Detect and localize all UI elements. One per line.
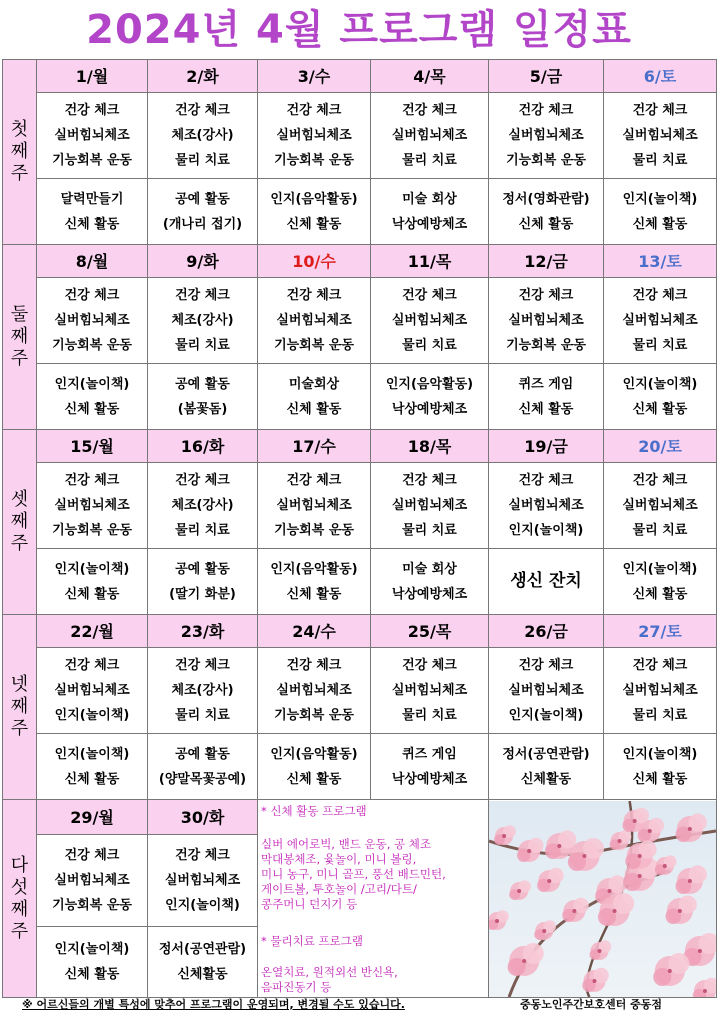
morning-cell [604,463,717,549]
week-label-char: 다 [10,854,29,876]
morning-cell [148,93,258,179]
afternoon-cell [371,734,489,800]
activity-line: 건강 체크 [64,288,120,303]
activity-line: 인지(놀이책) [54,561,130,577]
day-header: 2/화 [148,60,258,93]
activity-line: 신체 활동 [632,216,688,232]
activity-line: 정서(영화관람) [502,191,590,207]
morning-row [3,463,717,549]
activity-line: 공예 활동 [175,191,230,207]
activity-line: 실버힘뇌체조 [622,128,698,143]
activity-line: 물리 치료 [632,153,688,168]
activity-line: 신체 활동 [286,401,342,417]
activity-line: 기능회복 운동 [274,338,354,353]
week-label [3,245,37,430]
activity-line: 실버힘뇌체조 [508,313,584,328]
activity-line: 실버힘뇌체조 [164,873,241,889]
activity-line: 물리 치료 [175,338,230,353]
activity-line: 물리 치료 [402,523,457,538]
cherry-blossom-image [489,801,716,997]
activity-line: 인지(음악활동) [385,376,474,392]
activity-line: 건강 체크 [175,288,230,303]
morning-cell [489,93,604,179]
activity-line: 미술회상 [288,376,340,392]
activity-line: 건강 체크 [175,848,230,864]
afternoon-cell [489,179,604,245]
activity-line: 퀴즈 게임 [402,746,457,762]
activity-line: 체조(강사) [171,313,234,328]
afternoon-cell [258,364,371,430]
week-label-char: 째 [10,511,29,532]
activity-line: 인지(놀이책) [622,376,698,392]
schedule-table [2,59,717,998]
activity-line: 신체 활동 [518,216,574,232]
activity-line: 인지(놀이책) [54,376,130,392]
week-label-char: 주 [10,920,29,942]
activity-line: 기능회복 운동 [52,523,132,538]
physical-activity-line: 막대봉체조, 윷놀이, 미니 볼링, [261,852,417,866]
morning-cell [148,463,258,549]
activity-line: (봄꽃돔) [177,401,228,417]
activity-line: 신체 활동 [64,216,120,232]
afternoon-row [3,179,717,245]
activity-line: 실버힘뇌체조 [391,498,468,513]
week-header-row [3,615,717,648]
day-header: 10/수 [258,245,371,278]
activity-line: 건강 체크 [402,288,457,303]
activity-line: 인지(놀이책) [622,746,698,762]
activity-line: 실버힘뇌체조 [276,683,352,698]
afternoon-cell [148,364,258,430]
activity-line: 실버힘뇌체조 [276,313,352,328]
activity-line: 물리 치료 [175,708,230,723]
activity-line: 인지(놀이책) [54,746,130,762]
day-header: 9/화 [148,245,258,278]
activity-line: 신체활동 [520,771,572,787]
day-header: 20/토 [604,430,717,463]
activity-line: 신체 활동 [632,401,688,417]
week-label-char: 주 [10,348,29,369]
activity-line: 인지(음악활동) [270,561,358,577]
activity-line: 실버힘뇌체조 [622,498,698,513]
therapy-line: 음파진동기 등 [261,980,332,994]
activity-line: 공예 활동 [175,746,230,762]
morning-cell [37,463,148,549]
morning-cell [489,463,604,549]
activity-line: 물리 치료 [632,523,688,538]
activity-line: 낙상예방체조 [391,216,468,232]
week-label-char: 째 [10,898,29,920]
activity-line: 물리 치료 [175,523,230,538]
morning-cell [37,835,148,927]
afternoon-row [3,734,717,800]
activity-line: 건강 체크 [402,658,457,673]
afternoon-cell [148,549,258,615]
activity-line: 기능회복 운동 [506,338,586,353]
activity-line: 인지(놀이책) [622,191,698,207]
day-header: 25/목 [371,615,489,648]
afternoon-cell [148,734,258,800]
activity-line: 실버힘뇌체조 [54,498,130,513]
activity-line: 신체 활동 [632,586,688,602]
activity-line: 낙상예방체조 [391,401,468,417]
physical-activity-line: 게이트볼, 투호놀이 /고리/다트/ [261,882,417,896]
week-label-text [3,674,36,740]
activity-line: 체조(강사) [171,683,234,698]
morning-cell [371,648,489,734]
week-label-char: 첫 [10,119,29,140]
activity-line: 신체 활동 [632,771,688,787]
activity-line: 건강 체크 [402,103,457,118]
morning-cell [148,835,258,927]
morning-cell [37,648,148,734]
morning-cell [148,278,258,364]
program-notes [258,800,489,998]
day-header: 27/토 [604,615,717,648]
activity-line: 생신 잔치 [510,571,582,591]
activity-line: 기능회복 운동 [274,523,354,538]
activity-line: 정서(공연관람) [158,942,247,958]
afternoon-row [3,549,717,615]
week-label-char: 주 [10,533,29,554]
week-label [3,430,37,615]
week-header-row [3,245,717,278]
morning-row [3,278,717,364]
day-header: 26/금 [489,615,604,648]
activity-line: 실버힘뇌체조 [54,683,130,698]
activity-line: 기능회복 운동 [274,153,354,168]
afternoon-cell [37,927,148,998]
activity-line: 건강 체크 [286,103,342,118]
afternoon-cell [371,549,489,615]
week-label-char: 섯 [10,876,29,898]
day-header: 16/화 [148,430,258,463]
activity-line: 인지(놀이책) [165,898,240,914]
activity-line: 건강 체크 [632,658,688,673]
activity-line: 실버힘뇌체조 [391,313,468,328]
afternoon-cell [604,549,717,615]
activity-line: 건강 체크 [286,658,342,673]
day-header: 12/금 [489,245,604,278]
physical-activity-line: 실버 에어로빅, 밴드 운동, 공 체조 [261,837,432,851]
day-header: 8/월 [37,245,148,278]
activity-line: 기능회복 운동 [52,338,132,353]
day-header: 17/수 [258,430,371,463]
activity-line: 인지(놀이책) [508,523,584,538]
activity-line: 신체 활동 [64,586,120,602]
activity-line: 인지(음악활동) [270,746,358,762]
activity-line: 실버힘뇌체조 [276,498,352,513]
morning-row [3,93,717,179]
week-label [3,60,37,245]
activity-line: 건강 체크 [175,103,230,118]
activity-line: 신체활동 [177,967,228,983]
activity-line: 인지(놀이책) [54,942,130,958]
day-header: 22/월 [37,615,148,648]
activity-line: (양말목꽃공예) [158,771,247,787]
week-label-text [3,119,36,185]
morning-cell [371,93,489,179]
activity-line: 실버힘뇌체조 [508,128,584,143]
afternoon-cell [604,734,717,800]
morning-cell [258,648,371,734]
day-header: 3/수 [258,60,371,93]
activity-line: 인지(음악활동) [270,191,358,207]
activity-line: 기능회복 운동 [52,153,132,168]
morning-cell [489,278,604,364]
week-header-row [3,800,717,835]
activity-line: 건강 체크 [64,103,120,118]
activity-line: 건강 체크 [175,473,230,488]
activity-line: 실버힘뇌체조 [622,313,698,328]
activity-line: 신체 활동 [286,586,342,602]
physical-activity-heading: * 신체 활동 프로그램 [261,804,367,818]
activity-line: 건강 체크 [518,473,574,488]
week-label-char: 째 [10,326,29,347]
activity-line: 공예 활동 [175,376,230,392]
activity-line: 낙상예방체조 [391,586,468,602]
center-name: 중동노인주간보호센터 중동점 [520,998,662,1011]
afternoon-cell [489,549,604,615]
activity-line: 건강 체크 [286,473,342,488]
activity-line: 신체 활동 [64,771,120,787]
cherry-blossom-photo [489,800,717,998]
afternoon-cell [258,734,371,800]
day-header: 4/목 [371,60,489,93]
activity-line: 실버힘뇌체조 [508,683,584,698]
afternoon-cell [371,364,489,430]
afternoon-cell [371,179,489,245]
morning-cell [371,463,489,549]
activity-line: 건강 체크 [518,103,574,118]
afternoon-cell [37,364,148,430]
activity-line: 미술 회상 [402,191,457,207]
activity-line: 물리 치료 [402,708,457,723]
activity-line: 기능회복 운동 [52,898,132,914]
activity-line: 신체 활동 [518,401,574,417]
week-label-char: 둘 [10,304,29,325]
week-label-text [3,855,36,943]
afternoon-cell [37,549,148,615]
activity-line: 공예 활동 [175,561,230,577]
afternoon-cell [148,179,258,245]
activity-line: 실버힘뇌체조 [54,313,130,328]
morning-cell [148,648,258,734]
activity-line: 실버힘뇌체조 [391,683,468,698]
morning-cell [604,93,717,179]
activity-line: (개나리 접기) [162,216,243,232]
activity-line: 건강 체크 [632,103,688,118]
afternoon-cell [258,179,371,245]
activity-line: 낙상예방체조 [391,771,468,787]
therapy-line: 온열치료, 원적외선 반신욕, [261,965,398,979]
week-header-row [3,60,717,93]
activity-line: (딸기 화분) [169,586,236,602]
activity-line: 퀴즈 게임 [518,376,574,392]
activity-line: 신체 활동 [64,401,120,417]
activity-line: 물리 치료 [632,708,688,723]
week-label [3,800,37,998]
day-header: 29/월 [37,800,148,835]
week-header-row [3,430,717,463]
day-header: 11/목 [371,245,489,278]
footer-note: ※ 어르신들의 개별 특성에 맞추어 프로그램이 운영되며, 변경될 수도 있습니다. [22,998,405,1011]
activity-line: 실버힘뇌체조 [54,873,130,889]
morning-cell [37,93,148,179]
activity-line: 기능회복 운동 [506,153,586,168]
activity-line: 건강 체크 [286,288,342,303]
week-label-text [3,489,36,555]
afternoon-cell [258,549,371,615]
afternoon-row [3,364,717,430]
activity-line: 신체 활동 [286,771,342,787]
activity-line: 건강 체크 [632,288,688,303]
activity-line: 물리 치료 [175,153,230,168]
day-header: 1/월 [37,60,148,93]
morning-cell [604,278,717,364]
morning-cell [37,278,148,364]
afternoon-cell [148,927,258,998]
morning-cell [258,278,371,364]
activity-line: 미술 회상 [402,561,457,577]
activity-line: 인지(놀이책) [622,561,698,577]
morning-cell [489,648,604,734]
activity-line: 물리 치료 [402,338,457,353]
activity-line: 건강 체크 [518,658,574,673]
day-header: 13/토 [604,245,717,278]
activity-line: 체조(강사) [171,128,234,143]
morning-cell [604,648,717,734]
week-label-text [3,304,36,370]
activity-line: 신체 활동 [64,967,120,983]
activity-line: 건강 체크 [632,473,688,488]
afternoon-cell [489,734,604,800]
activity-line: 정서(공연관람) [502,746,590,762]
physical-activity-line: 미니 농구, 미니 골프, 풍선 배드민턴, [261,867,446,881]
activity-line: 건강 체크 [64,848,120,864]
day-header: 15/월 [37,430,148,463]
activity-line: 실버힘뇌체조 [276,128,352,143]
day-header: 23/화 [148,615,258,648]
activity-line: 체조(강사) [171,498,234,513]
activity-line: 건강 체크 [175,658,230,673]
day-header: 24/수 [258,615,371,648]
activity-line: 실버힘뇌체조 [54,128,130,143]
activity-line: 실버힘뇌체조 [622,683,698,698]
day-header: 6/토 [604,60,717,93]
morning-cell [258,93,371,179]
week-label-char: 주 [10,163,29,184]
week-label-char: 째 [10,141,29,162]
morning-row [3,648,717,734]
week-label-char: 주 [10,718,29,739]
day-header: 18/목 [371,430,489,463]
activity-line: 실버힘뇌체조 [508,498,584,513]
morning-cell [371,278,489,364]
day-header: 19/금 [489,430,604,463]
activity-line: 건강 체크 [518,288,574,303]
physical-activity-line: 콩주머니 던지기 등 [261,897,358,911]
afternoon-cell [604,364,717,430]
afternoon-cell [489,364,604,430]
afternoon-cell [37,734,148,800]
activity-line: 달력만들기 [60,191,124,207]
activity-line: 건강 체크 [402,473,457,488]
morning-cell [258,463,371,549]
activity-line: 인지(놀이책) [54,708,130,723]
afternoon-cell [37,179,148,245]
activity-line: 신체 활동 [286,216,342,232]
activity-line: 건강 체크 [64,658,120,673]
activity-line: 인지(놀이책) [508,708,584,723]
week-label-char: 넷 [10,674,29,695]
week-label [3,615,37,800]
week-label-char: 셋 [10,489,29,510]
day-header: 30/화 [148,800,258,835]
day-header: 5/금 [489,60,604,93]
activity-line: 실버힘뇌체조 [391,128,468,143]
activity-line: 물리 치료 [632,338,688,353]
activity-line: 기능회복 운동 [274,708,354,723]
activity-line: 물리 치료 [402,153,457,168]
afternoon-cell [604,179,717,245]
therapy-heading: * 물리치료 프로그램 [261,934,363,948]
page-title: 2024년 4월 프로그램 일정표 [86,7,632,53]
week-label-char: 째 [10,696,29,717]
activity-line: 건강 체크 [64,473,120,488]
